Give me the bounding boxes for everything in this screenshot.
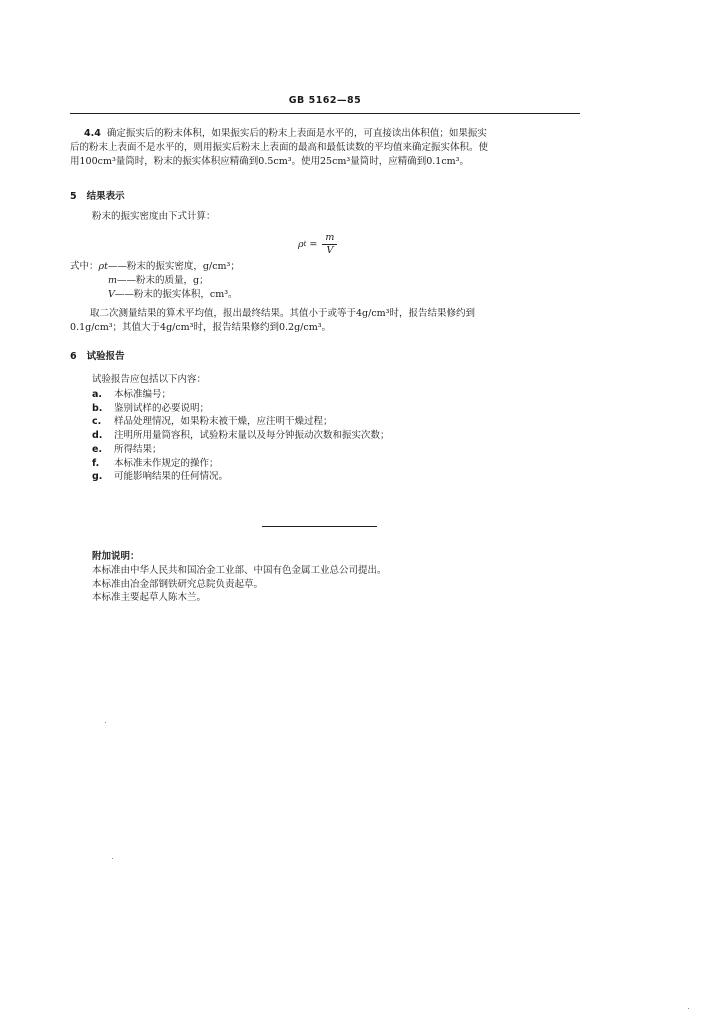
formula-numerator: m [322,232,337,245]
scan-speck [112,858,113,859]
section-number: 6 [70,351,77,362]
additional-notes [92,550,572,605]
list-text: 可能影响结果的任何情况。 [114,471,229,483]
list-text: 本标准编号； [114,388,172,400]
list-item [92,429,572,443]
list-text: 鉴别试样的必要说明； [114,402,210,414]
list-label: d. [92,430,103,442]
result-paragraph [70,307,580,335]
density-formula [298,232,337,257]
symbol: ρt [98,261,108,272]
list-intro: 试验报告应包括以下内容： [92,374,207,385]
notes-line: 本标准由冶金部钢铁研究总院负责起草。 [92,578,264,590]
page-header: GB 5162—85 [288,95,362,106]
formula-fraction [322,232,337,257]
symbol: m [108,274,118,286]
symbol-definition: ——粉末的振实体积，cm³。 [114,288,238,300]
list-item [92,470,572,484]
list-item [92,415,572,429]
symbol: V [108,288,115,300]
list-label: f. [92,457,100,469]
list-text: 注明所用量筒容积，试验粉末量以及每分钟振动次数和振实次数； [114,430,390,442]
paragraph-line: 确定振实后的粉末体积，如果振实后的粉末上表面是水平的，可直接读出体积值；如果振实 [106,128,487,139]
section-4-4 [70,127,580,168]
list-label: g. [92,471,103,483]
list-text: 样品处理情况，如果粉末被干燥，应注明干燥过程； [114,416,333,428]
symbol-definition: ——粉末的质量，g； [117,274,209,286]
section-number: 4.4 [84,128,101,139]
section-title: 试验报告 [86,351,125,362]
report-contents-list [92,373,572,484]
formula-lhs: ρ [298,238,304,250]
paragraph-line: 0.1g/cm³；其值大于4g/cm³时，报告结果修约到0.2g/cm³。 [70,321,332,333]
formula-equals: = [309,238,318,250]
notes-line: 本标准由中华人民共和国冶金工业部、中国有色金属工业总公司提出。 [92,564,387,576]
header-rule [70,113,580,114]
list-text: 本标准未作规定的操作； [114,457,219,469]
section-number: 5 [70,191,77,202]
where-label: 式中： [70,261,99,272]
list-item [92,402,572,416]
list-label: e. [92,443,103,455]
scan-speck [688,1008,689,1009]
list-item [92,443,572,457]
list-item [92,388,572,402]
paragraph-line: 后的粉末上表面不是水平的，则用振实后粉末上表面的最高和最低读数的平均值来确定振实体积。使 [70,141,489,153]
formula-intro: 粉末的振实密度由下式计算： [92,211,216,222]
notes-line: 本标准主要起草人陈木兰。 [92,592,207,604]
symbol-definitions [70,260,580,301]
scan-speck [105,722,106,723]
list-item [92,457,572,471]
list-label: b. [92,402,103,414]
paragraph-line: 取二次测量结果的算术平均值，报出最终结果。其值小于或等于4g/cm³时，报告结果修约到 [90,308,475,319]
section-5-heading [70,190,580,204]
notes-title: 附加说明： [92,551,140,562]
formula-denominator: V [326,245,334,256]
section-6-heading [70,350,580,364]
list-label: c. [92,416,102,428]
section-title: 结果表示 [86,191,125,202]
symbol-definition: ——粉末的振实密度，g/cm³； [107,261,240,272]
paragraph-line: 用100cm³量筒时，粉末的振实体积应精确到0.5cm³。使用25cm³量筒时，应精确到0.1cm³。 [70,155,469,167]
formula-subscript: t [303,240,307,249]
section-separator [262,526,377,527]
list-text: 所得结果； [114,443,162,455]
list-label: a. [92,388,103,400]
